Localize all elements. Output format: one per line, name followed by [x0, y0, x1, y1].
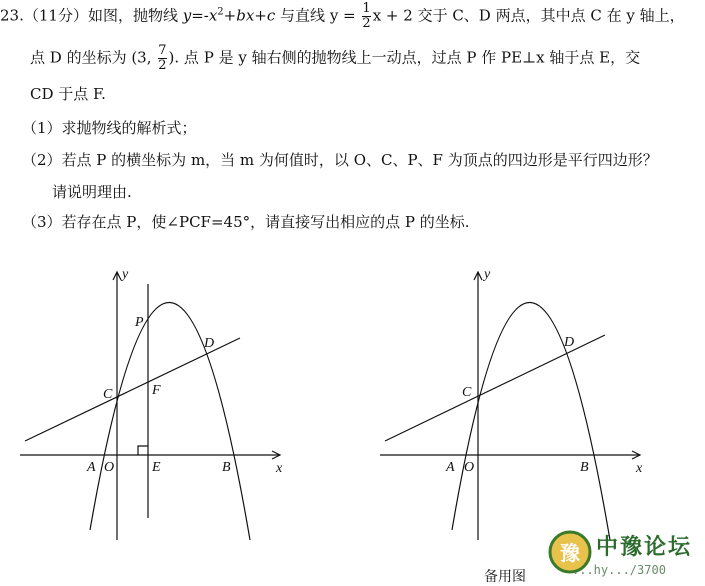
point-d-coordinates: 点 D 的坐标为 (3,: [30, 48, 157, 67]
figure1-label-d: D: [204, 336, 215, 351]
figure1-label-f: F: [152, 383, 161, 398]
fraction-numerator: 1: [362, 1, 371, 16]
fraction-numerator: 7: [158, 43, 167, 58]
point-p-description: ). 点 P 是 y 轴右侧的抛物线上一动点，过点 P 作 PE⊥x 轴于点 E，交: [168, 48, 641, 67]
line-equation-rest: x + 2 交于 C、D 两点，其中点 C 在 y 轴上，: [372, 6, 685, 25]
exponent: 2: [217, 6, 224, 18]
question-1: （1）求抛物线的解析式；: [22, 119, 197, 137]
question-2-continued: 请说明理由.: [52, 183, 132, 201]
figure2-label-d: D: [564, 335, 575, 350]
figure1-label-y: y: [122, 267, 129, 282]
figure2-caption: 备用图: [484, 569, 526, 585]
problem-line-2: [30, 44, 640, 73]
figure2-line-cd: [385, 335, 605, 441]
figure2-label-x: x: [636, 461, 643, 476]
figure2-label-o: O: [464, 460, 475, 475]
figure1-label-p: P: [135, 315, 144, 330]
parabola-equation-rest: +bx+c: [223, 6, 276, 25]
figure1-label-a: A: [87, 460, 96, 475]
parabola-equation: y=-x: [182, 6, 218, 25]
figure1-label-b: B: [222, 460, 231, 475]
figure2-label-b: B: [580, 460, 589, 475]
fraction-seven-halves: [158, 44, 166, 73]
fraction-half: [362, 2, 370, 31]
watermark-subtext: ...hy.../3700: [572, 563, 666, 577]
question-3: （3）若存在点 P，使∠PCF=45°，请直接写出相应的点 P 的坐标.: [22, 213, 470, 231]
figure1-label-e: E: [152, 460, 161, 475]
figure1-parabola: [90, 302, 250, 540]
problem-line-3: CD 于点 F.: [30, 85, 106, 103]
watermark-glyph: 豫: [560, 543, 580, 565]
figure2-label-c: C: [462, 385, 472, 400]
figure1-line-cd: [25, 338, 240, 441]
problem-line-1: [0, 2, 685, 31]
figure1-right-angle: [138, 446, 148, 455]
line-equation-prefix: 与直线 y =: [275, 6, 361, 25]
question-2: （2）若点 P 的横坐标为 m，当 m 为何值时，以 O、C、P、F 为顶点的四边形是平行四边形？: [22, 151, 658, 169]
figure1-label-c: C: [103, 387, 113, 402]
fraction-denominator: 2: [158, 58, 167, 73]
figure1-label-x: x: [276, 461, 283, 476]
problem-number: 23.（11分）如图，抛物线: [0, 6, 183, 25]
figure1-label-o: O: [104, 460, 115, 475]
watermark-text: 中豫论坛: [596, 535, 693, 560]
figure2-parabola: [452, 302, 610, 540]
figure2-label-y: y: [484, 267, 491, 282]
fraction-denominator: 2: [362, 16, 371, 31]
figure2-label-a: A: [446, 460, 455, 475]
